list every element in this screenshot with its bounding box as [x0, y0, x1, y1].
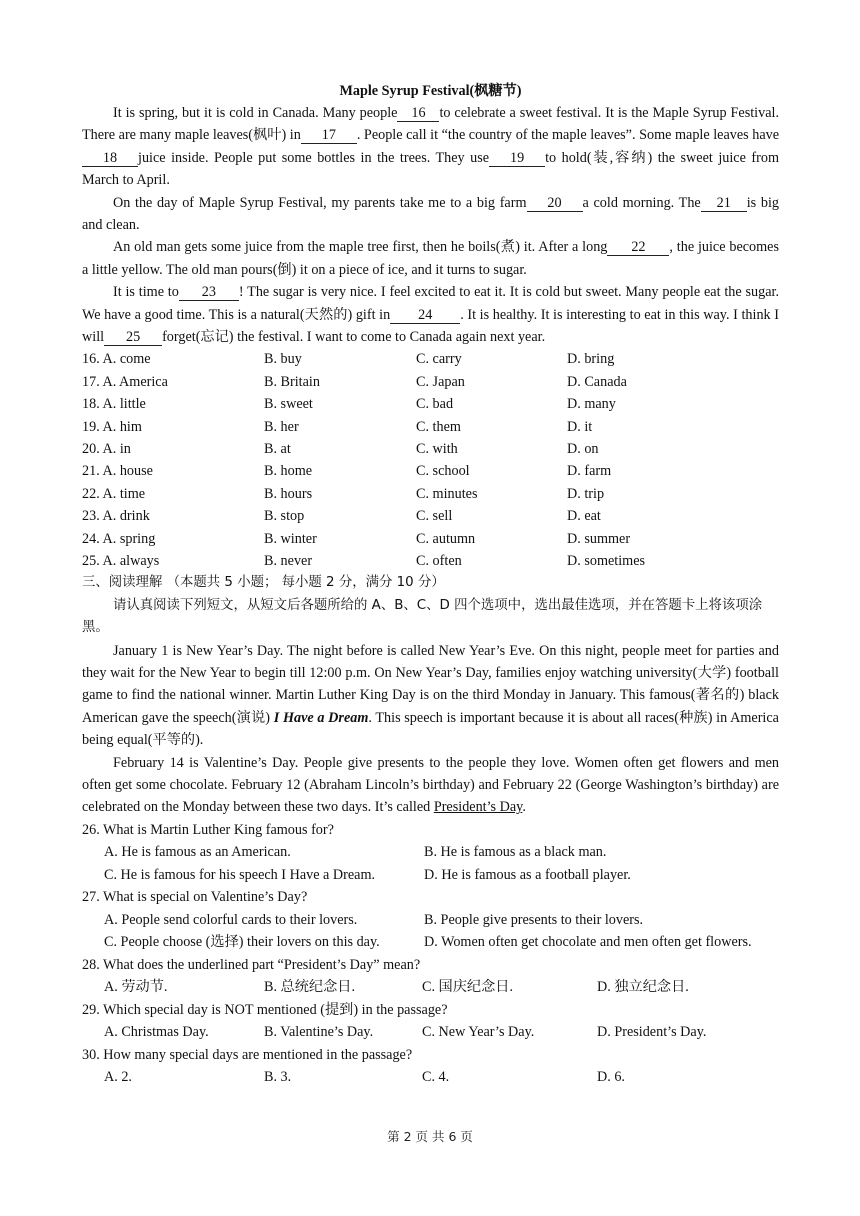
text: . It is healthy. It is interesting to eat in this way. I think I will	[82, 306, 779, 346]
blank-20: 20	[527, 196, 583, 212]
document-page	[82, 80, 779, 1089]
option-a: 23. A. drink	[82, 508, 150, 525]
question-stem: 29. Which special day is NOT mentioned (提到) in the passage?	[82, 1001, 448, 1018]
option-b: B. 3.	[264, 1069, 292, 1086]
option-c: C. minutes	[416, 485, 478, 502]
option-b: B. sweet	[264, 396, 313, 413]
option-row-16	[82, 348, 779, 370]
text: . People call it “the country of the maple leaves”. Some maple leaves have	[356, 127, 780, 144]
option-a: 21. A. house	[82, 463, 153, 480]
cloze-paragraph-3	[82, 236, 779, 281]
option-b: B. People give presents to their lovers.	[424, 911, 644, 928]
option-a: 22. A. time	[82, 485, 146, 502]
option-c: C. often	[416, 552, 462, 569]
text: a cold morning. The	[582, 194, 701, 211]
option-c: C. New Year’s Day.	[422, 1024, 535, 1041]
reading-paragraph-2	[82, 752, 779, 819]
option-a: 16. A. come	[82, 351, 151, 368]
option-a: 24. A. spring	[82, 530, 156, 547]
option-c: C. with	[416, 441, 458, 458]
option-c: C. He is famous for his speech I Have a Dream.	[104, 866, 376, 883]
answer-row	[82, 1021, 779, 1044]
text: ! The sugar is very nice. I feel excited to eat it. It is cold but sweet. Many people eat the sugar. We have a good time. This is a natural(天然的) gift in	[82, 284, 779, 323]
option-d: D. many	[567, 396, 616, 413]
blank-23: 23	[179, 285, 239, 301]
option-d: D. Canada	[567, 373, 627, 390]
question-26	[82, 819, 779, 887]
option-d: D. trip	[567, 485, 605, 502]
blank-21: 21	[701, 196, 747, 212]
option-a: A. 2.	[104, 1069, 132, 1086]
text: On the day of Maple Syrup Festival, my parents take me to a big farm	[113, 194, 527, 211]
section-instruction: 请认真阅读下列短文，从短文后各题所给的 A、B、C、D 四个选项中，选出最佳选项，并在答题卡上将该项涂黑。	[82, 597, 763, 636]
option-d: D. 6.	[597, 1069, 625, 1086]
option-b: B. buy	[264, 351, 302, 368]
option-b: B. He is famous as a black man.	[424, 844, 607, 861]
blank-17: 17	[301, 128, 357, 144]
option-d: D. eat	[567, 508, 601, 525]
option-c: C. sell	[416, 508, 453, 525]
question-27	[82, 886, 779, 954]
option-b: B. her	[264, 418, 299, 435]
text: January 1 is New Year’s Day. The night before is called New Year’s Eve. On this night, people meet for parties and they wait for the New Year to begin till 12:00 p.m. On New Year’s Day, families enjoy watching university(大学) football game to find the national winner. Martin Luther King Day is on the third Monday in January. This famous(著名的) black American gave the speech(演说)	[82, 642, 779, 726]
text: February 14 is Valentine’s Day. People give presents to the people they love. Women often get flowers and men often get some chocolate. February 12 (Abraham Lincoln’s birthday) and February 22 (George Washington’s birthday) are celebrated on the Monday between these two days. It’s called	[82, 754, 779, 816]
option-a: 17. A. America	[82, 373, 168, 390]
option-row-22	[82, 483, 779, 505]
option-a: A. Christmas Day.	[104, 1024, 209, 1041]
underlined-phrase: President’s Day	[433, 799, 523, 816]
blank-24: 24	[390, 308, 460, 324]
cloze-paragraph-2	[82, 192, 779, 237]
option-row-21	[82, 460, 779, 482]
option-a: 19. A. him	[82, 418, 142, 435]
answer-row	[82, 909, 779, 932]
option-a: A. People send colorful cards to their lovers.	[104, 911, 358, 928]
question-stem: 26. What is Martin Luther King famous for?	[82, 821, 334, 838]
option-row-23	[82, 505, 779, 527]
passage-title: Maple Syrup Festival(枫糖节)	[339, 83, 522, 99]
option-b: B. 总统纪念日.	[264, 979, 356, 996]
option-d: D. it	[567, 418, 593, 435]
option-d: D. He is famous as a football player.	[424, 866, 631, 883]
option-b: B. Valentine’s Day.	[264, 1024, 374, 1041]
blank-25: 25	[104, 330, 162, 346]
blank-18: 18	[82, 151, 138, 167]
option-b: B. at	[264, 441, 291, 458]
answer-row	[82, 976, 779, 999]
option-c: C. bad	[416, 396, 454, 413]
option-row-19	[82, 416, 779, 438]
option-b: B. never	[264, 552, 313, 569]
option-a: 20. A. in	[82, 441, 131, 458]
option-d: D. summer	[567, 530, 631, 547]
option-b: B. hours	[264, 485, 313, 502]
answer-row	[82, 1066, 779, 1089]
option-a: A. 劳动节.	[104, 979, 168, 996]
option-c: C. them	[416, 418, 461, 435]
option-row-24	[82, 528, 779, 550]
cloze-paragraph-4	[82, 281, 779, 348]
answer-row	[82, 841, 779, 864]
option-d: D. bring	[567, 351, 615, 368]
option-d: D. 独立纪念日.	[597, 979, 689, 996]
option-b: B. stop	[264, 508, 305, 525]
section-heading: 三、阅读理解 （本题共 5 小题； 每小题 2 分，满分 10 分）	[82, 575, 445, 591]
question-29	[82, 999, 779, 1044]
text: is big and clean.	[82, 194, 779, 234]
option-c: C. school	[416, 463, 470, 480]
option-c: C. autumn	[416, 530, 476, 547]
text: It is time to	[113, 284, 179, 301]
cloze-paragraph-1	[82, 102, 779, 192]
answer-row	[82, 931, 779, 954]
text: , the juice becomes a little yellow. The old man pours(倒) it on a piece of ice, and it turns to sugar.	[82, 239, 779, 278]
option-d: D. President’s Day.	[597, 1024, 707, 1041]
option-d: D. on	[567, 441, 599, 458]
option-c: C. 国庆纪念日.	[422, 979, 514, 996]
blank-19: 19	[489, 151, 545, 167]
question-stem: 27. What is special on Valentine’s Day?	[82, 889, 308, 906]
option-a: A. He is famous as an American.	[104, 844, 291, 861]
question-stem: 28. What does the underlined part “President’s Day” mean?	[82, 956, 421, 973]
blank-16: 16	[397, 106, 439, 122]
question-stem: 30. How many special days are mentioned in the passage?	[82, 1046, 413, 1063]
option-b: B. Britain	[264, 373, 320, 390]
option-row-18	[82, 393, 779, 415]
option-a: 18. A. little	[82, 396, 146, 413]
text: .	[522, 799, 526, 816]
cloze-options	[82, 348, 779, 572]
option-row-25	[82, 550, 779, 572]
question-30	[82, 1044, 779, 1089]
option-b: B. winter	[264, 530, 317, 547]
option-c: C. 4.	[422, 1069, 450, 1086]
option-c: C. People choose (选择) their lovers on this day.	[104, 934, 380, 951]
blank-22: 22	[607, 240, 669, 256]
text: juice inside. People put some bottles in the trees. They use	[138, 149, 490, 166]
text: It is spring, but it is cold in Canada. Many people	[113, 105, 398, 121]
text: to celebrate a sweet festival. It is the Maple Syrup Festival. There are many maple leaves(枫叶) in	[82, 105, 780, 144]
text: . This speech is important because it is about all races(种族) in America being equal(平等的).	[82, 709, 779, 749]
text: to hold(装,容纳) the sweet juice from March to April.	[82, 149, 779, 189]
option-c: C. Japan	[416, 373, 465, 390]
option-d: D. sometimes	[567, 552, 646, 569]
option-c: C. carry	[416, 351, 462, 368]
option-row-17	[82, 371, 779, 393]
reading-paragraph-1	[82, 640, 779, 752]
option-row-20	[82, 438, 779, 460]
answer-row	[82, 864, 779, 887]
text: An old man gets some juice from the maple tree first, then he boils(煮) it. After a long	[113, 239, 608, 256]
option-d: D. farm	[567, 463, 612, 480]
speech-title: I Have a Dream	[273, 709, 369, 726]
text: forget(忘记) the festival. I want to come to Canada again next year.	[162, 329, 546, 346]
page-number-footer: 第 2 页 共 6 页	[387, 1129, 473, 1144]
option-b: B. home	[264, 463, 313, 480]
question-28	[82, 954, 779, 999]
option-a: 25. A. always	[82, 552, 160, 569]
option-d: D. Women often get chocolate and men often get flowers.	[424, 934, 752, 951]
